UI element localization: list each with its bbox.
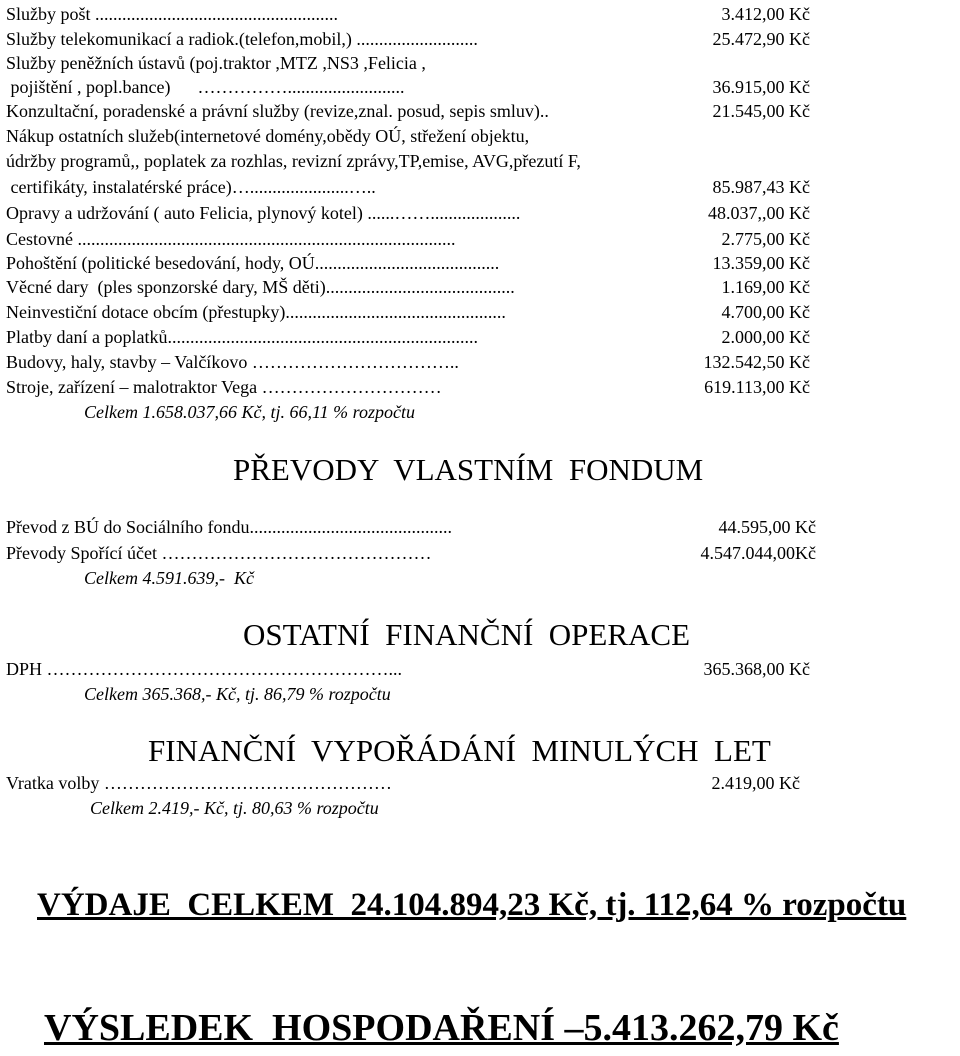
settlement-label: Vratka volby ………………………………………… <box>6 773 392 793</box>
expenses-total: VÝDAJE CELKEM 24.104.894,23 Kč, tj. 112,64 % rozpočtu <box>37 887 907 923</box>
transfer-label: Převody Spořící účet ……………………………………… <box>6 543 432 563</box>
expense-label: Budovy, haly, stavby – Valčíkovo …………………………….. <box>6 352 459 372</box>
transfer-value: 4.547.044,00Kč <box>700 543 816 563</box>
transfer-value: 44.595,00 Kč <box>718 517 816 537</box>
expense-label: certifikáty, instalatérské práce)…......................….. <box>6 177 381 197</box>
expense-value: 3.412,00 Kč <box>721 4 810 24</box>
expense-value: 13.359,00 Kč <box>712 253 810 273</box>
subtotal-line: Celkem 1.658.037,66 Kč, tj. 66,11 % rozpočtu <box>84 402 415 422</box>
expense-label: Konzultační, poradenské a právní služby (revize,znal. posud, sepis smluv).. <box>6 101 549 121</box>
expense-value: 36.915,00 Kč <box>712 77 810 97</box>
expense-value: 619.113,00 Kč <box>704 377 810 397</box>
expense-label: Opravy a udržování ( auto Felicia, plynový kotel) ......…….................... <box>6 203 521 223</box>
expense-label: Stroje, zařízení – malotraktor Vega ………………………… <box>6 377 442 397</box>
section-heading: FINANČNÍ VYPOŘÁDÁNÍ MINULÝCH LET <box>148 733 771 768</box>
section-heading: OSTATNÍ FINANČNÍ OPERACE <box>243 617 691 652</box>
expense-value: 48.037,,00 Kč <box>708 203 810 223</box>
expense-label: Cestovné .................................................................................... <box>6 229 456 249</box>
expense-label: Služby pošt ...................................................... <box>6 4 339 24</box>
expense-value: 1.169,00 Kč <box>721 277 810 297</box>
expense-value: 4.700,00 Kč <box>721 302 810 322</box>
transfer-label: Převod z BÚ do Sociálního fondu............................................. <box>6 517 452 537</box>
expense-label: pojištění , popl.bance) …………….......................... <box>6 77 405 97</box>
expense-label: Služby telekomunikací a radiok.(telefon,mobil,) ........................... <box>6 29 478 49</box>
expense-value: 85.987,43 Kč <box>712 177 810 197</box>
subtotal-line: Celkem 2.419,- Kč, tj. 80,63 % rozpočtu <box>90 798 379 818</box>
subtotal-line: Celkem 4.591.639,- Kč <box>84 568 254 588</box>
operation-value: 365.368,00 Kč <box>703 659 810 679</box>
expense-label: Věcné dary (ples sponzorské dary, MŠ děti).......................................... <box>6 277 515 297</box>
subtotal-line: Celkem 365.368,- Kč, tj. 86,79 % rozpočtu <box>84 684 391 704</box>
expense-label: Služby peněžních ústavů (poj.traktor ,MTZ ,NS3 ,Felicia , <box>6 53 426 73</box>
expense-value: 132.542,50 Kč <box>703 352 810 372</box>
operation-label: DPH …………………………………………………... <box>6 659 403 679</box>
expense-label: údržby programů,, poplatek za rozhlas, revizní zprávy,TP,emise, AVG,přezutí F, <box>6 151 581 171</box>
expense-label: Nákup ostatních služeb(internetové domény,obědy OÚ, střežení objektu, <box>6 126 530 146</box>
expense-label: Neinvestiční dotace obcím (přestupky)................................................. <box>6 302 506 322</box>
settlement-value: 2.419,00 Kč <box>711 773 800 793</box>
expense-value: 2.000,00 Kč <box>721 327 810 347</box>
expense-label: Pohoštění (politické besedování, hody, OÚ......................................... <box>6 253 500 273</box>
expense-value: 2.775,00 Kč <box>721 229 810 249</box>
economic-result: VÝSLEDEK HOSPODAŘENÍ –5.413.262,79 Kč <box>44 1007 839 1049</box>
expense-label: Platby daní a poplatků..................................................................... <box>6 327 478 347</box>
section-heading: PŘEVODY VLASTNÍM FONDUM <box>233 452 704 487</box>
expense-value: 21.545,00 Kč <box>712 101 810 121</box>
expense-value: 25.472,90 Kč <box>712 29 810 49</box>
